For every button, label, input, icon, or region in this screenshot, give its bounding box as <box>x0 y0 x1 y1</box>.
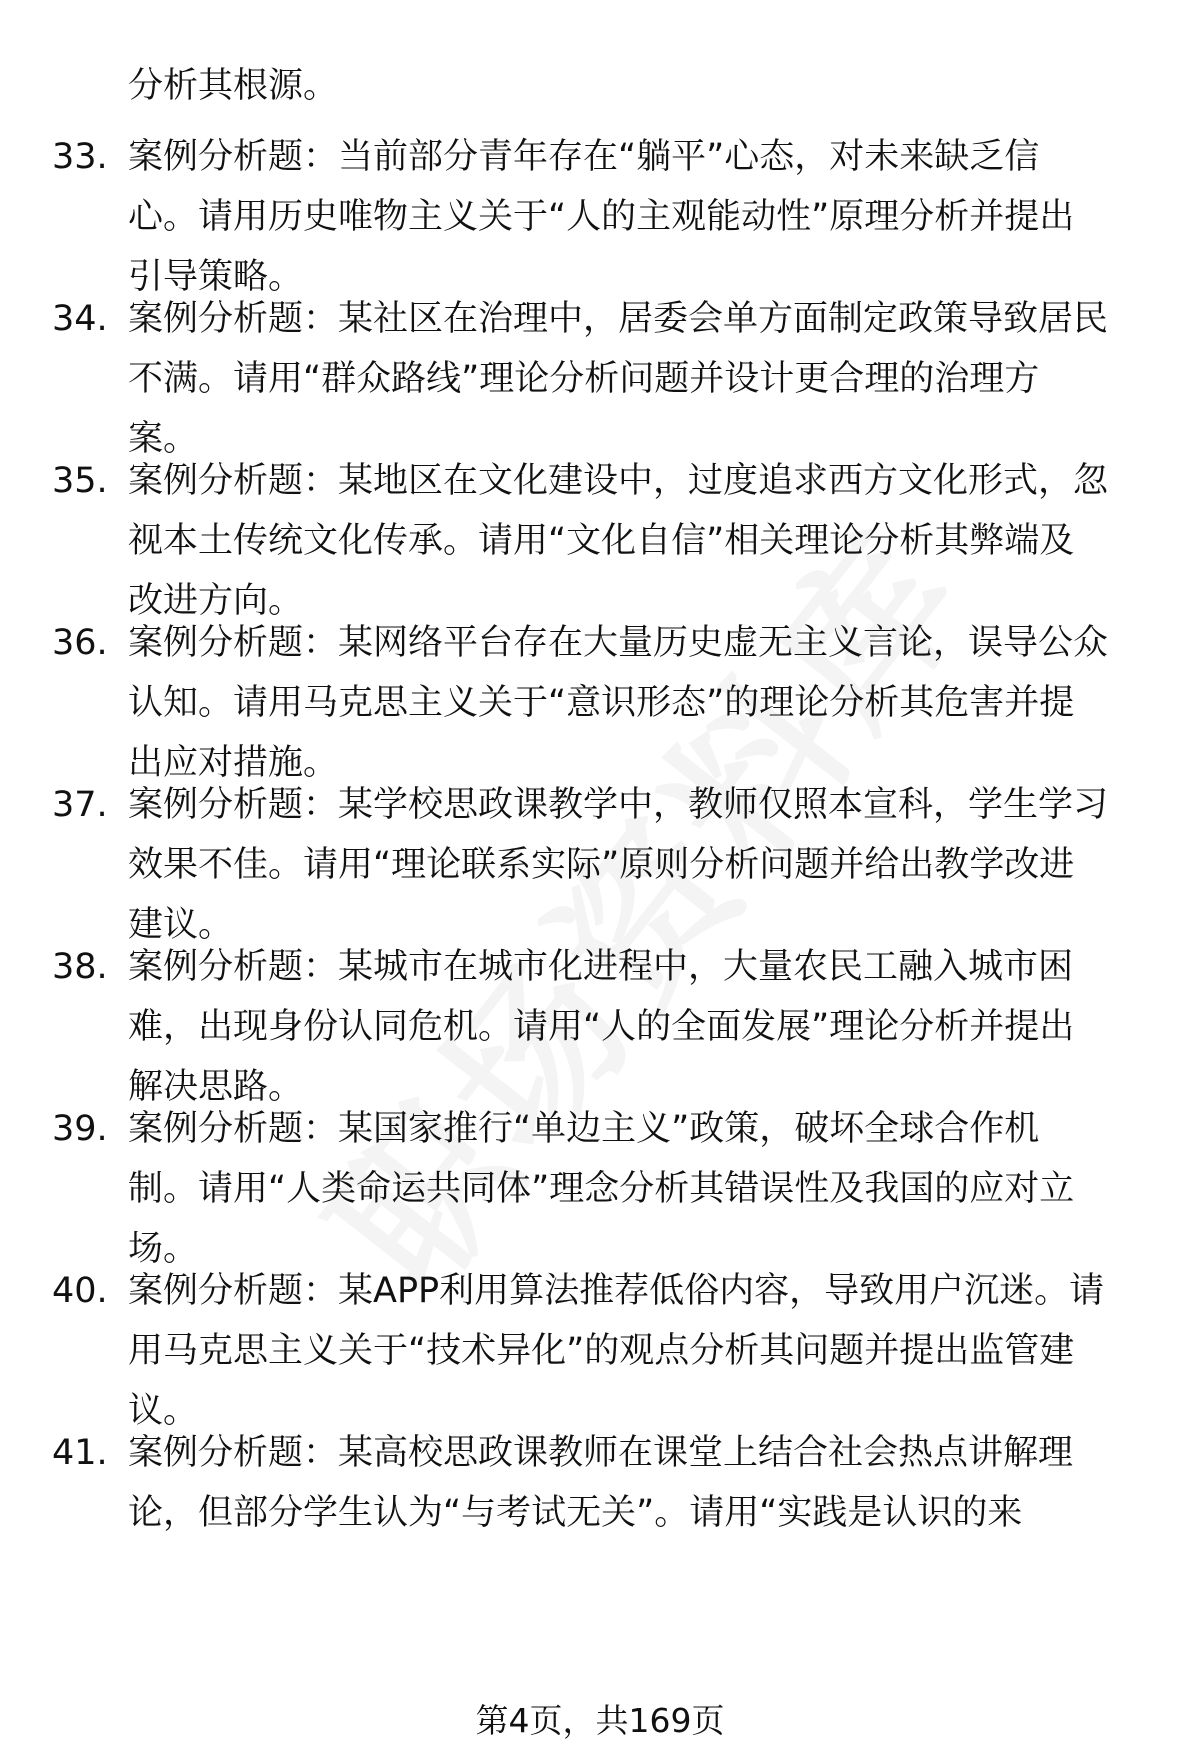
question-line: 案。 <box>128 419 199 459</box>
question-number: 33. <box>52 137 108 177</box>
question-text <box>128 775 1148 955</box>
question-text <box>128 451 1148 631</box>
question-line: 案例分析题：某国家推行“单边主义”政策，破坏全球合作机 <box>128 1109 1040 1149</box>
question-line: 案例分析题：某学校思政课教学中，教师仅照本宣科，学生学习 <box>128 785 1109 825</box>
question-line: 案例分析题：某社区在治理中，居委会单方面制定政策导致居民 <box>128 299 1109 339</box>
question-line: 论，但部分学生认为“与考试无关”。请用“实践是认识的来 <box>128 1493 1023 1533</box>
question-line: 案例分析题：某地区在文化建设中，过度追求西方文化形式，忽 <box>128 461 1109 501</box>
question-line: 难，出现身份认同危机。请用“人的全面发展”理论分析并提出 <box>128 1007 1075 1047</box>
question-line: 改进方向。 <box>128 581 304 621</box>
question-line: 制。请用“人类命运共同体”理念分析其错误性及我国的应对立 <box>128 1169 1075 1209</box>
question-line: 建议。 <box>128 905 234 945</box>
question-number: 35. <box>52 461 108 501</box>
question-line: 引导策略。 <box>128 257 304 297</box>
question-number: 37. <box>52 785 108 825</box>
question-number: 39. <box>52 1109 108 1149</box>
question-line: 用马克思主义关于“技术异化”的观点分析其问题并提出监管建 <box>128 1331 1075 1371</box>
question-line: 案例分析题：某高校思政课教师在课堂上结合社会热点讲解理 <box>128 1433 1074 1473</box>
question-line: 案例分析题：某网络平台存在大量历史虚无主义言论，误导公众 <box>128 623 1109 663</box>
question-number: 41. <box>52 1433 108 1473</box>
question-number: 40. <box>52 1271 108 1311</box>
question-text <box>128 613 1148 793</box>
question-line: 议。 <box>128 1391 199 1431</box>
question-text <box>128 937 1148 1117</box>
question-text <box>128 1423 1148 1543</box>
question-line: 认知。请用马克思主义关于“意识形态”的理论分析其危害并提 <box>128 683 1075 723</box>
question-line: 案例分析题：当前部分青年存在“躺平”心态，对未来缺乏信 <box>128 137 1040 177</box>
question-number: 36. <box>52 623 108 663</box>
question-line: 不满。请用“群众路线”理论分析问题并设计更合理的治理方 <box>128 359 1040 399</box>
question-text <box>128 1261 1148 1441</box>
question-text <box>128 127 1148 307</box>
page-footer: 第4页，共169页 <box>475 1701 725 1740</box>
question-number: 34. <box>52 299 108 339</box>
question-line: 效果不佳。请用“理论联系实际”原则分析问题并给出教学改进 <box>128 845 1075 885</box>
question-number: 38. <box>52 947 108 987</box>
question-line: 解决思路。 <box>128 1067 304 1107</box>
question-text <box>128 1099 1148 1279</box>
question-line: 心。请用历史唯物主义关于“人的主观能动性”原理分析并提出 <box>128 197 1075 237</box>
question-line: 案例分析题：某APP利用算法推荐低俗内容，导致用户沉迷。请 <box>128 1271 1105 1311</box>
question-text <box>128 289 1148 469</box>
continued-text: 分析其根源。 <box>128 66 339 106</box>
question-line: 场。 <box>128 1229 199 1269</box>
question-line: 案例分析题：某城市在城市化进程中，大量农民工融入城市困 <box>128 947 1074 987</box>
question-line: 出应对措施。 <box>128 743 339 783</box>
question-line: 视本土传统文化传承。请用“文化自信”相关理论分析其弊端及 <box>128 521 1075 561</box>
